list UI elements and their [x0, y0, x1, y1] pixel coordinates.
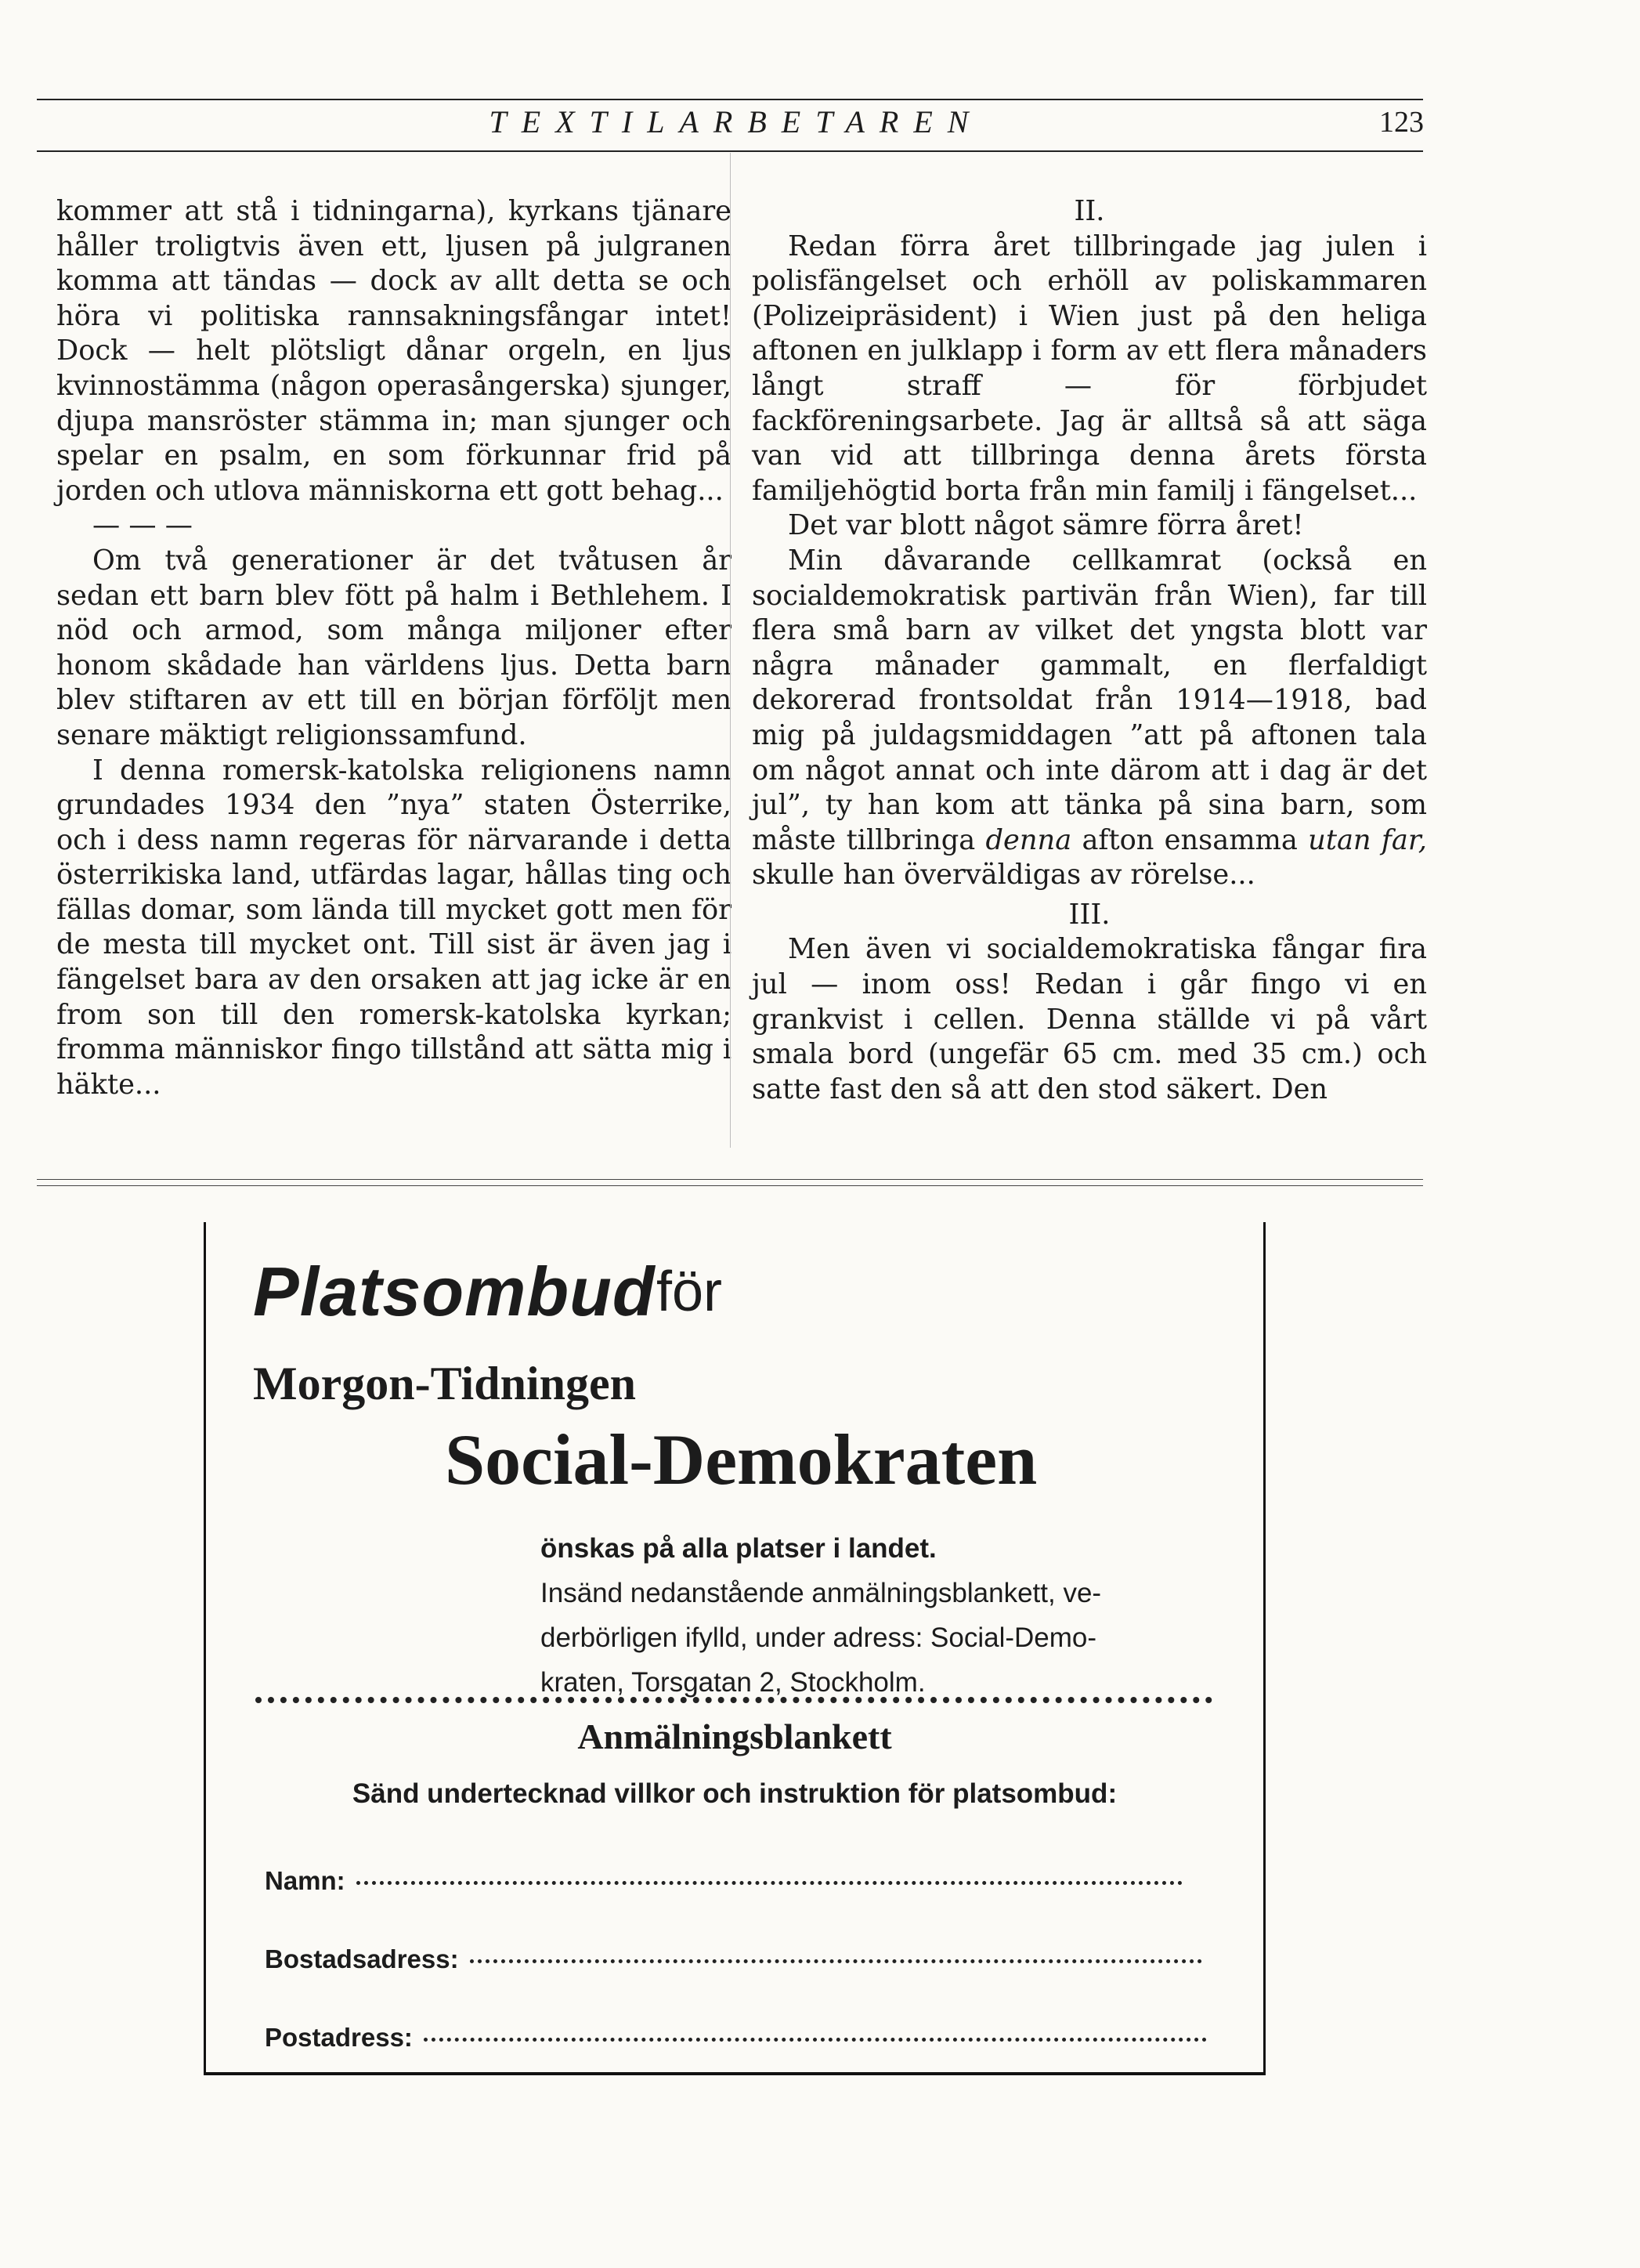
running-title: TEXTILARBETAREN: [489, 104, 984, 139]
ad-newspaper-name-1: Morgon-Tidningen: [253, 1358, 636, 1409]
postal-address-field-line[interactable]: [424, 2038, 1207, 2042]
left-paragraph-3: I denna romersk-katolska religionens namn grundades 1934 den ”nya” staten Österrike, och i dess namn regeras för närvarande i detta österrikiska land, utfärdas lagar, hållas ting och fällas domar, som lända till mycket gott men för de mesta till mycket ont. Till sist är även jag i fängelset bara av den orsaken att jag icke är en from son till den romersk-katolska kyrkan; fromma människor fingo tillstånd att sätta mig i häkte...: [56, 754, 731, 1101]
right-paragraph-2: Det var blott något sämre förra året!: [788, 509, 1304, 542]
name-field[interactable]: [265, 1866, 1183, 1896]
dash-separator: — — —: [92, 509, 193, 542]
separator-rule-1: [37, 1179, 1423, 1180]
para-3-italic-1: denna: [985, 823, 1072, 856]
ad-headline: Platsombud: [253, 1253, 656, 1330]
separator-rule-2: [37, 1185, 1423, 1186]
right-paragraph-1: Redan förra året tillbringade jag julen i polisfängelset och erhöll av poliskammaren (Polizeipräsident) i Wien just på den heliga aftonen en julklapp i form av ett flera månaders långt straff — för förbjudet fackföreningsarbete. Jag är alltså så att säga van vid att tillbringa denna årets första familjehögtid borta från min familj i fängelset...: [752, 230, 1427, 507]
ad-newspaper-name-2: Social-Demokraten: [445, 1420, 1038, 1499]
para-3-italic-2: utan far,: [1308, 823, 1427, 856]
form-title: Anmälningsblankett: [577, 1716, 892, 1756]
para-3-text-2: afton ensamma: [1082, 823, 1298, 856]
left-paragraph-2: Om två generationer är det tvåtusen år sedan ett barn blev fött på halm i Bethlehem. I nöd och armod, som många miljoner efter honom skådade han världens ljus. Detta barn blev stiftaren av ett till en början förföljt men senare mäktigt religionssamfund.: [56, 544, 731, 751]
right-paragraph-4: Men även vi socialdemokratiska fångar fira jul — inom oss! Redan i går fingo vi en grankvist i cellen. Denna ställde vi på vårt smala bord (ungefär 65 cm. med 35 cm.) och satte fast den så att den stod säkert. Den: [752, 933, 1427, 1105]
home-address-field[interactable]: [265, 1944, 1202, 1974]
ad-body-line-1: önskas på alla platser i landet.: [540, 1533, 937, 1564]
right-column: [752, 194, 1427, 1107]
ad-bottom-rule: [204, 2072, 1266, 2075]
ad-body-line-4: kraten, Torsgatan 2, Stockholm.: [540, 1667, 926, 1698]
header-rule-top: [37, 99, 1423, 100]
ad-body-line-3: derbörligen ifylld, under adress: Social-Demo-: [540, 1622, 1097, 1653]
ad-headline-for: för: [656, 1261, 723, 1323]
right-paragraph-3: [752, 544, 1427, 893]
ad-body-line-2: Insänd nedanstående anmälningsblankett, ve-: [540, 1578, 1102, 1608]
name-field-line[interactable]: [356, 1881, 1183, 1885]
postal-address-field[interactable]: [265, 2023, 1207, 2053]
section-heading-iii: III.: [1068, 898, 1111, 931]
ad-body-text: [540, 1526, 1230, 1705]
para-3-text-1: Min dåvarande cellkamrat (också en socialdemokratisk partivän från Wien), far till flera små barn av vilket det yngsta blott var några månader gammalt, en flerfaldigt dekorerad frontsoldat från 1914—1918, bad mig på juldagsmiddagen ”att på aftonen tala om något annat och inte därom att i dag är det jul”, ty han kom att tänka på sina barn, som måste tillbringa: [752, 544, 1427, 856]
page-number: 123: [1379, 106, 1424, 139]
left-column: [56, 194, 731, 1102]
home-address-field-line[interactable]: [470, 1959, 1202, 1963]
section-heading-ii: II.: [1074, 195, 1105, 227]
name-field-label: Namn:: [265, 1866, 345, 1895]
left-paragraph-1: kommer att stå i tidningarna), kyrkans tjänare håller troligtvis även ett, ljusen på julgranen komma att tändas — dock av allt detta se och höra vi politiska rannsakningsfångar intet! Dock — helt plötsligt dånar orgeln, en ljus kvinnostämma (någon operasångerska) sjunger, djupa mansröster stämma in; man sjunger och spelar en psalm, en som förkunnar frid på jorden och utlova människorna ett gott behag...: [56, 195, 731, 507]
para-3-text-3: skulle han överväldigas av rörelse...: [752, 859, 1255, 892]
postal-address-field-label: Postadress:: [265, 2023, 413, 2052]
home-address-field-label: Bostadsadress:: [265, 1944, 459, 1973]
form-instruction: Sänd undertecknad villkor och instruktion för platsombud:: [352, 1778, 1118, 1809]
ad-dotted-separator: [255, 1697, 1212, 1703]
advertisement-box: [204, 1222, 1266, 2072]
header-rule-bottom: [37, 150, 1423, 152]
column-divider: [730, 153, 731, 1148]
